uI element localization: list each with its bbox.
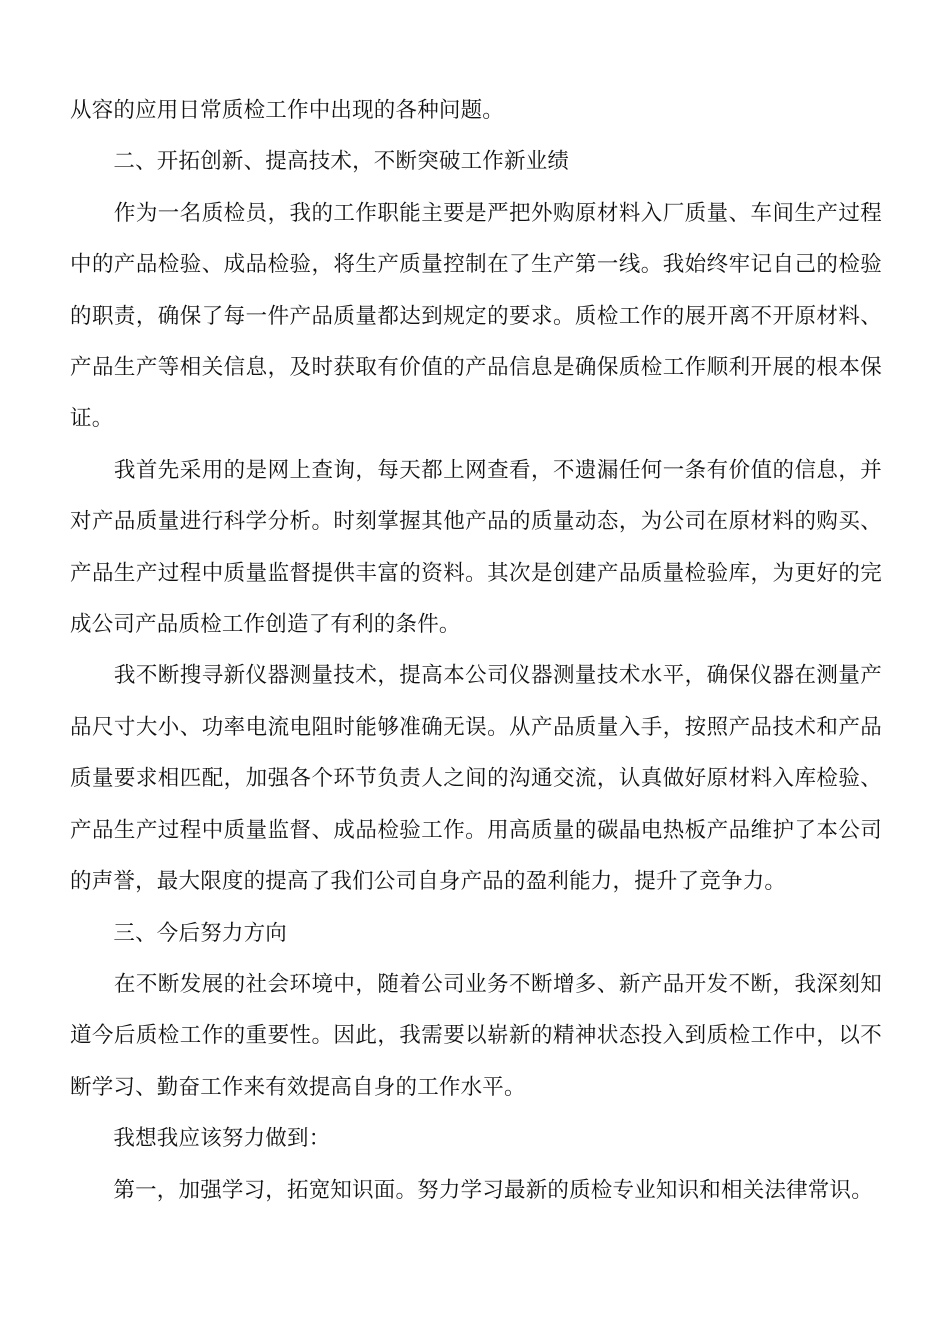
section-heading-3: 三、今后努力方向 [70, 920, 288, 946]
paragraph-goals-intro: 我想我应该努力做到： [70, 1126, 331, 1152]
paragraph-online-research: 我首先采用的是网上查询，每天都上网查看，不遗漏任何一条有价值的信息，并对产品质量进行科学分析。时刻掌握其他产品的质量动态，为公司在原材料的购买、产品生产过程中质量监督提供丰富的资料。其次是创建产品质量检验库，为更好的完成公司产品质检工作创造了有利的条件。 [70, 457, 882, 638]
paragraph-future-direction: 在不断发展的社会环境中，随着公司业务不断增多、新产品开发不断，我深刻知道今后质检工作的重要性。因此，我需要以崭新的精神状态投入到质检工作中，以不断学习、勤奋工作来有效提高自身的工作水平。 [70, 971, 882, 1100]
paragraph-measurement-tech: 我不断搜寻新仪器测量技术，提高本公司仪器测量技术水平，确保仪器在测量产品尺寸大小、功率电流电阻时能够准确无误。从产品质量入手，按照产品技术和产品质量要求相匹配，加强各个环节负责人之间的沟通交流，认真做好原材料入库检验、产品生产过程中质量监督、成品检验工作。用高质量的碳晶电热板产品维护了本公司的声誉，最大限度的提高了我们公司自身产品的盈利能力，提升了竞争力。 [70, 663, 882, 895]
paragraph-duties: 作为一名质检员，我的工作职能主要是严把外购原材料入厂质量、车间生产过程中的产品检验、成品检验，将生产质量控制在了生产第一线。我始终牢记自己的检验的职责，确保了每一件产品质量都达到规定的要求。质检工作的展开离不开原材料、产品生产等相关信息，及时获取有价值的产品信息是确保质检工作顺利开展的根本保证。 [70, 200, 882, 432]
paragraph-continuation: 从容的应用日常质检工作中出现的各种问题。 [70, 98, 505, 123]
paragraph-goal-one: 第一，加强学习，拓宽知识面。努力学习最新的质检专业知识和相关法律常识。 [70, 1177, 873, 1203]
section-heading-2: 二、开拓创新、提高技术，不断突破工作新业绩 [70, 149, 570, 175]
document-page [70, 85, 882, 1216]
